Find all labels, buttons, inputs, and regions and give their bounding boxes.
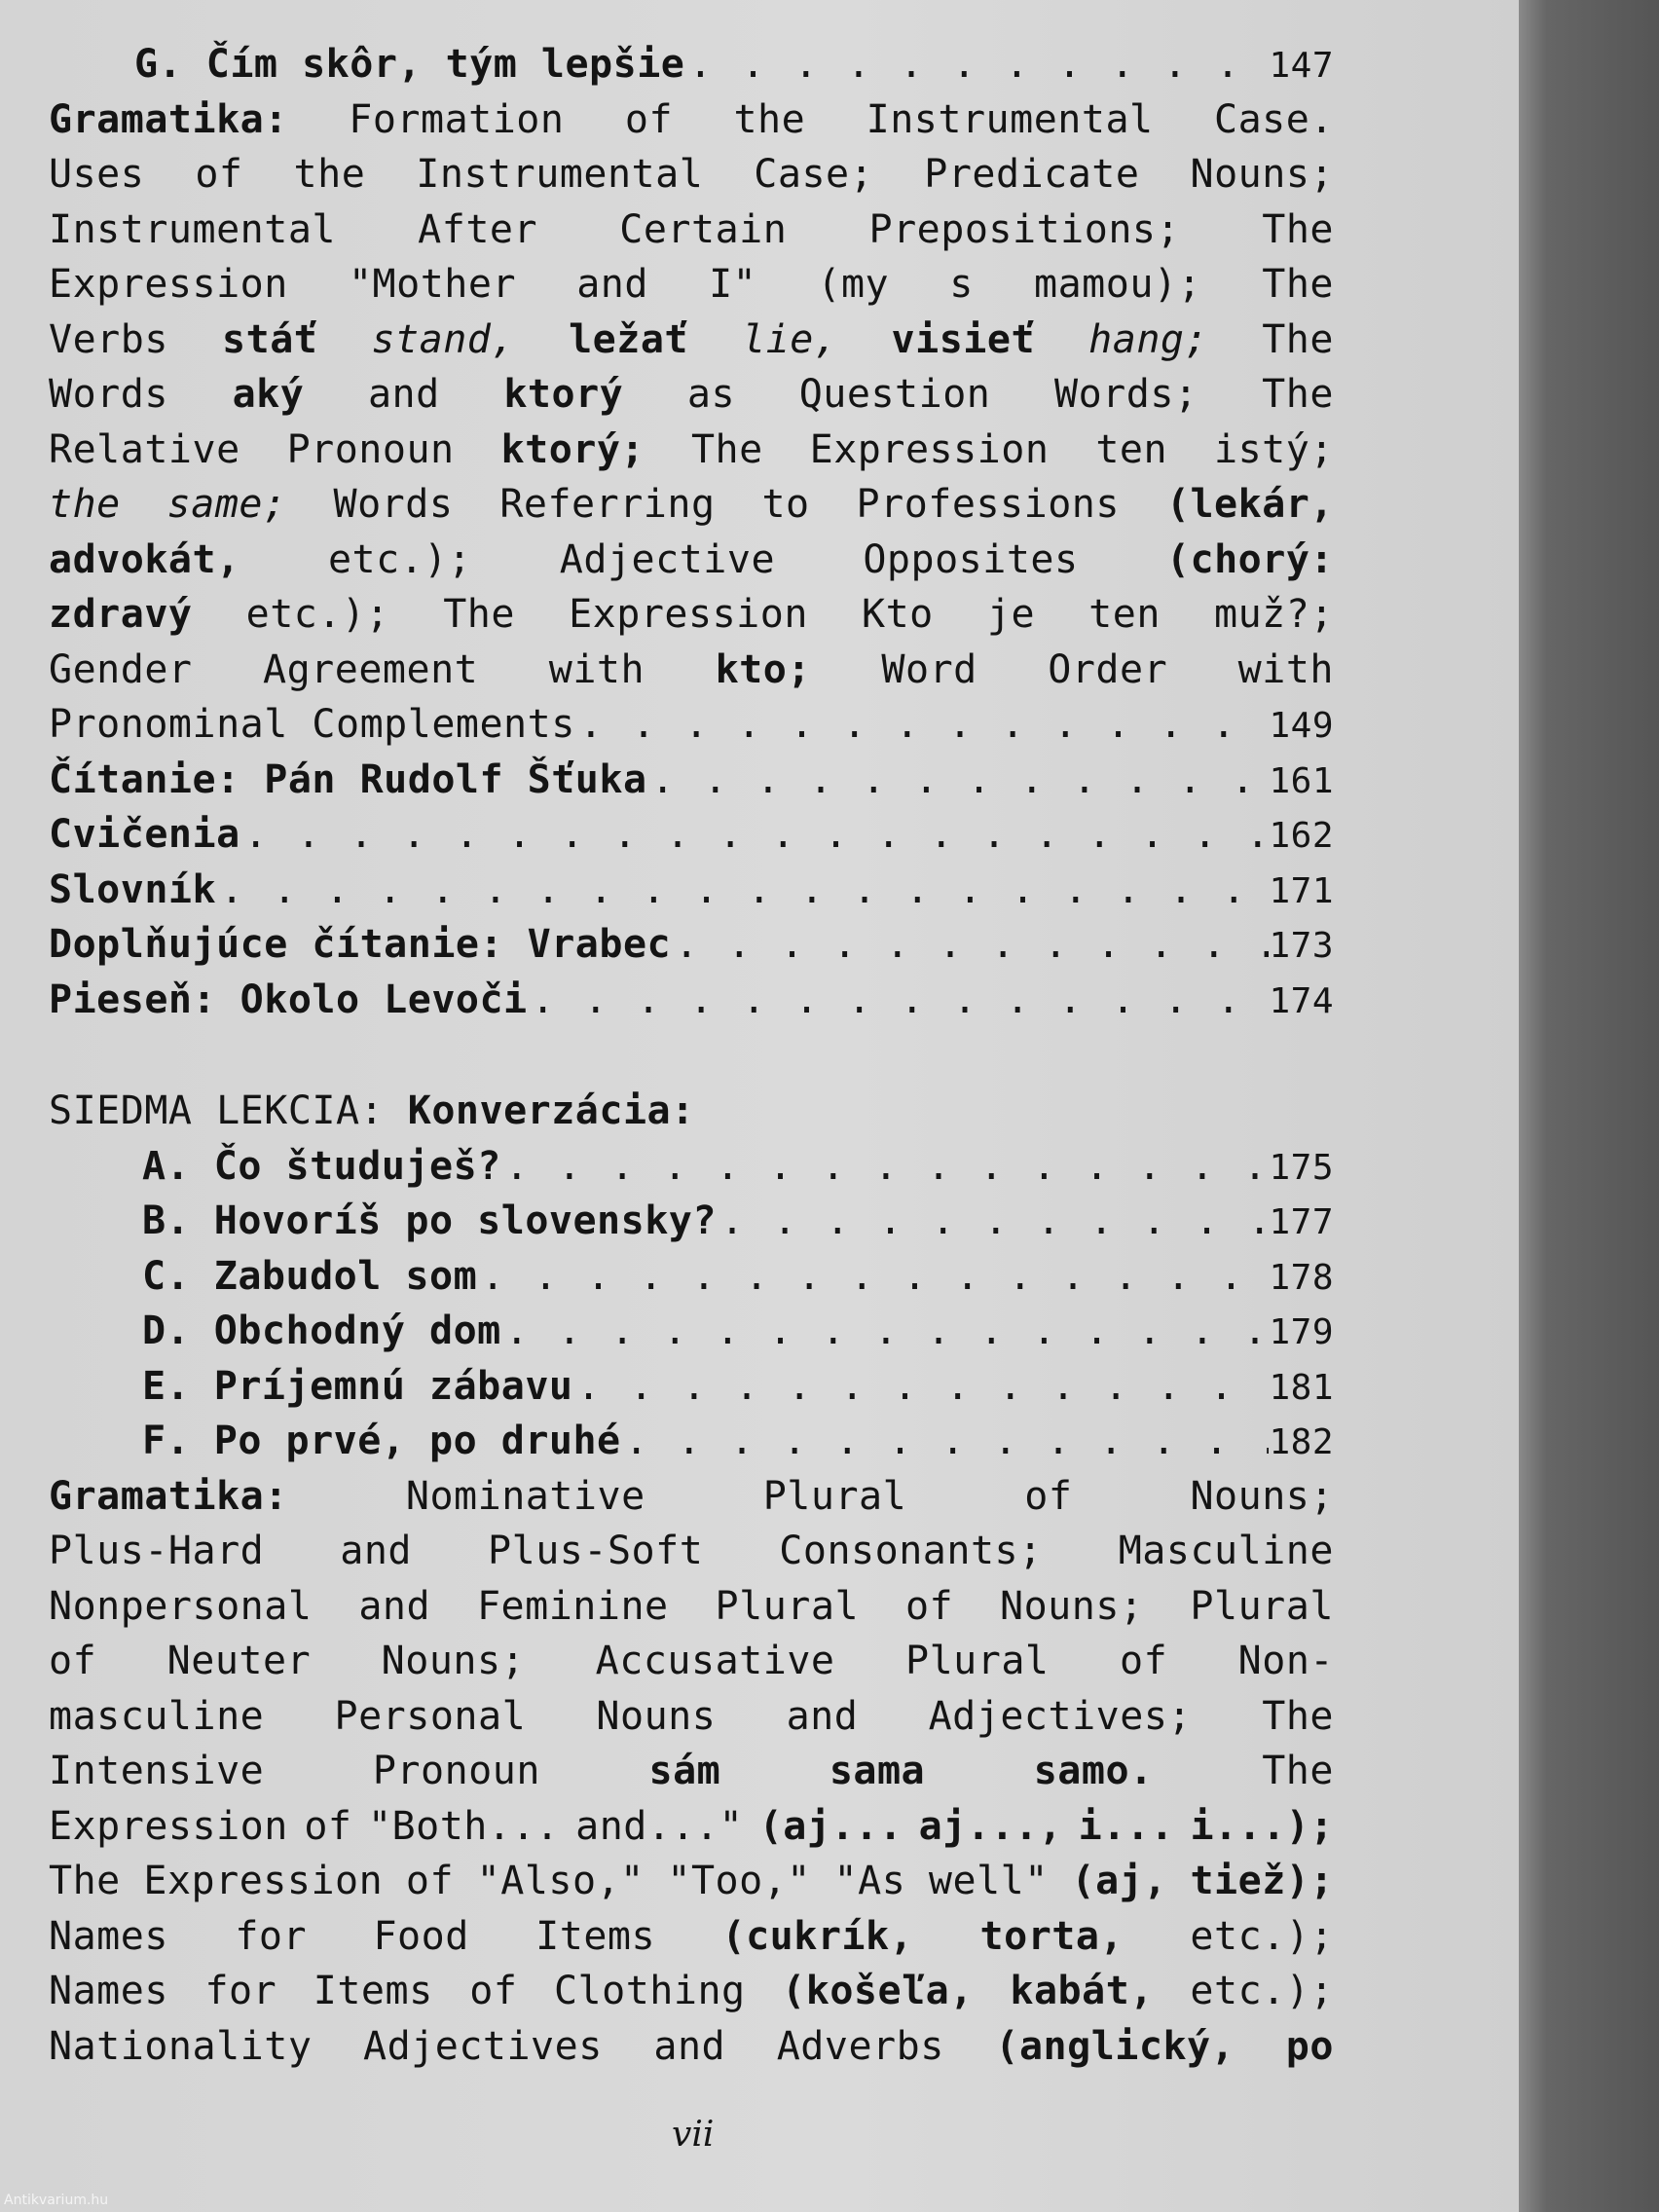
toc-label: C. Zabudol som	[142, 1253, 478, 1299]
word: "As	[833, 1859, 906, 1903]
text-line	[49, 92, 1334, 148]
text-line	[49, 1909, 1334, 1965]
toc-entry-citanie	[49, 753, 1334, 808]
word: and	[786, 1693, 859, 1739]
word: Accusative	[595, 1639, 835, 1683]
toc-label: Pieseň: Okolo Levoči	[49, 977, 528, 1022]
word: advokát,	[49, 536, 240, 582]
word: Uses	[49, 152, 145, 197]
leader-dots	[575, 697, 1270, 753]
word: Gender	[49, 646, 193, 692]
word: with	[1237, 646, 1334, 692]
word: Adjectives;	[928, 1693, 1192, 1739]
word: aký	[232, 372, 305, 417]
word: and	[340, 1529, 413, 1573]
watermark: Antikvarium.hu	[4, 2193, 109, 2208]
word: Nonpersonal	[49, 1583, 313, 1629]
word: of	[1120, 1639, 1168, 1683]
leader-dots	[684, 37, 1269, 92]
word: Masculine	[1118, 1529, 1334, 1573]
toc-page: 171	[1269, 870, 1334, 911]
leader-dots	[528, 973, 1270, 1028]
word: Plus-Hard	[49, 1529, 265, 1573]
word: (aj...	[758, 1803, 903, 1849]
leader-dots	[501, 1304, 1270, 1359]
toc-page: 174	[1269, 980, 1334, 1021]
word: Clothing	[553, 1969, 746, 2013]
word: The	[49, 1859, 121, 1903]
toc-page: 161	[1269, 760, 1334, 801]
lesson-subtitle: Konverzácia:	[407, 1088, 695, 1133]
word: Pronoun	[286, 426, 455, 472]
word: mamou);	[1034, 262, 1202, 307]
word: for	[235, 1913, 308, 1959]
toc-page: 179	[1269, 1312, 1334, 1352]
word: The	[1262, 372, 1334, 417]
page-edge-shadow	[1519, 0, 1659, 2212]
word: Nominative	[405, 1473, 645, 1519]
word: Neuter	[166, 1639, 312, 1683]
word: (anglický,	[995, 2023, 1235, 2069]
text-line	[49, 533, 1334, 588]
word: Adverbs	[776, 2023, 944, 2069]
toc-label: D. Obchodný dom	[142, 1309, 501, 1353]
word: Non-	[1237, 1639, 1334, 1683]
word: Nouns;	[1000, 1583, 1144, 1629]
word: visieť	[891, 316, 1036, 362]
word: "Also,"	[476, 1859, 645, 1903]
grammar-block-7	[49, 1469, 1334, 2075]
word: Plural	[762, 1473, 907, 1519]
word: Feminine	[476, 1583, 669, 1629]
word: "Mother	[348, 262, 517, 307]
word: Words	[49, 372, 168, 417]
word: Intensive	[49, 1749, 265, 1793]
text-line	[49, 423, 1334, 478]
word: hang;	[1088, 316, 1209, 362]
toc-page: 149	[1269, 706, 1334, 746]
toc-page: 178	[1269, 1257, 1334, 1298]
word: i...	[1078, 1803, 1174, 1849]
toc-label: E. Príjemnú zábavu	[142, 1363, 573, 1409]
word: Expression	[143, 1859, 384, 1903]
toc-label: F. Po prvé, po druhé	[142, 1419, 621, 1463]
word: zdravý	[49, 592, 193, 637]
toc-entry-cvicenia	[49, 807, 1334, 863]
spacer	[49, 1027, 1334, 1084]
word: of	[304, 1803, 352, 1849]
page-number: vii	[672, 2115, 715, 2155]
word: je	[986, 592, 1036, 637]
word: Opposites	[863, 536, 1079, 582]
word: Plural	[905, 1639, 1050, 1683]
word: "Too,"	[667, 1859, 811, 1903]
word: Predicate	[924, 152, 1140, 197]
word: of	[405, 1859, 455, 1903]
word: Instrumental	[49, 206, 336, 252]
word: muž?;	[1214, 592, 1334, 637]
word: the	[733, 96, 806, 142]
word: and..."	[575, 1803, 744, 1849]
toc-entry-a	[49, 1139, 1334, 1195]
toc-page: 173	[1269, 926, 1334, 966]
text-line	[49, 1689, 1334, 1745]
word: Words	[333, 482, 454, 527]
word: tiež);	[1190, 1859, 1334, 1903]
word: Nouns;	[1190, 152, 1334, 197]
lesson-title: SIEDMA LEKCIA:	[49, 1088, 408, 1133]
text-line	[49, 1524, 1334, 1579]
word: Nouns;	[1190, 1473, 1334, 1519]
word: Instrumental	[866, 96, 1154, 142]
word: Expression	[809, 426, 1050, 472]
word: sama	[829, 1749, 926, 1793]
word: Items	[535, 1913, 656, 1959]
word: kto;	[715, 646, 811, 692]
word: Gramatika:	[49, 96, 288, 142]
toc-entry-pronominal	[49, 697, 1334, 753]
word: Professions	[856, 482, 1120, 527]
text-line	[49, 1854, 1334, 1909]
word: of	[1024, 1473, 1073, 1519]
word: and	[576, 262, 648, 307]
text-line	[49, 1799, 1334, 1855]
word: Nationality	[49, 2023, 313, 2069]
toc-label: Doplňujúce čítanie: Vrabec	[49, 922, 672, 967]
word: and	[358, 1583, 431, 1629]
word: Case.	[1214, 96, 1334, 142]
word: with	[548, 646, 645, 692]
word: to	[761, 482, 810, 527]
word: s	[949, 262, 974, 307]
word: Adjectives	[362, 2023, 603, 2069]
word: sám	[648, 1749, 721, 1793]
toc-label: G. Čím skôr, tým lepšie	[134, 42, 685, 87]
text-line	[49, 477, 1334, 533]
word: masculine	[49, 1693, 265, 1739]
word: Case;	[754, 152, 874, 197]
word: The	[1262, 316, 1334, 362]
text-line	[49, 203, 1334, 258]
text-line	[49, 2019, 1334, 2075]
word: the	[293, 152, 366, 197]
toc-entry-b	[49, 1194, 1334, 1249]
word: The	[1262, 1749, 1334, 1793]
word: Expression	[569, 592, 808, 637]
word: Personal	[334, 1693, 527, 1739]
leader-dots	[240, 807, 1270, 863]
toc-entry-d	[49, 1304, 1334, 1359]
leader-dots	[647, 753, 1270, 808]
word: of	[195, 152, 243, 197]
leader-dots	[572, 1359, 1269, 1415]
leader-dots	[477, 1249, 1269, 1305]
word: etc.);	[327, 536, 472, 582]
word: of	[904, 1583, 954, 1629]
word: etc.);	[1190, 1913, 1334, 1959]
word: istý;	[1214, 426, 1334, 472]
word: aj...,	[918, 1803, 1063, 1849]
toc-label: Cvičenia	[49, 812, 240, 857]
word: Verbs	[49, 316, 168, 362]
toc-label: B. Hovoríš po slovensky?	[142, 1198, 717, 1243]
word: the	[49, 482, 121, 527]
word: Kto	[862, 592, 934, 637]
word: ležať	[569, 316, 688, 362]
word: Formation	[349, 96, 565, 142]
toc-entry-e	[49, 1359, 1334, 1415]
word: The	[1262, 262, 1334, 307]
text-line	[49, 587, 1334, 643]
toc-label: Slovník	[49, 866, 217, 912]
word: samo.	[1033, 1749, 1154, 1793]
word: Expression	[49, 262, 288, 307]
word: Expression	[49, 1803, 288, 1849]
word: Prepositions;	[868, 206, 1181, 252]
word: ktorý;	[500, 426, 645, 472]
toc-label: Čítanie: Pán Rudolf Šťuka	[49, 756, 647, 802]
leader-dots	[717, 1194, 1270, 1249]
word: Gramatika:	[49, 1473, 288, 1519]
text-line	[49, 1744, 1334, 1799]
word: Consonants;	[779, 1529, 1043, 1573]
toc-label: A. Čo študuješ?	[142, 1143, 501, 1189]
toc-entry-doplnujuce	[49, 917, 1334, 973]
leader-dots	[621, 1414, 1270, 1469]
word: Certain	[619, 206, 788, 252]
word: ten	[1095, 426, 1168, 472]
word: Referring	[499, 482, 716, 527]
word: Word	[881, 646, 977, 692]
word: Plural	[715, 1583, 860, 1629]
text-line	[49, 257, 1334, 313]
toc-page: 177	[1269, 1202, 1334, 1242]
word: (chorý:	[1165, 536, 1334, 582]
word: After	[418, 206, 538, 252]
word: Relative	[49, 426, 240, 472]
word: torta,	[979, 1913, 1124, 1959]
leader-dots	[216, 863, 1269, 918]
word: Plural	[1190, 1583, 1334, 1629]
text-line	[49, 367, 1334, 423]
toc-label: Pronominal Complements	[49, 702, 575, 747]
lesson-heading	[49, 1084, 1334, 1139]
word: ktorý	[503, 372, 624, 417]
word: Words;	[1054, 372, 1198, 417]
word: The	[1262, 206, 1334, 252]
word: Question	[798, 372, 991, 417]
word: Names	[49, 1969, 168, 2013]
word: Names	[49, 1913, 168, 1959]
text-line	[49, 1634, 1334, 1689]
toc-content	[49, 37, 1334, 2074]
leader-dots	[501, 1139, 1270, 1195]
word: stand,	[371, 316, 515, 362]
leader-dots	[671, 917, 1269, 973]
word: Nouns;	[381, 1639, 526, 1683]
toc-page: 181	[1269, 1367, 1334, 1408]
word: (aj,	[1071, 1859, 1167, 1903]
word: "Both...	[367, 1803, 560, 1849]
text-line	[49, 147, 1334, 203]
word: of	[49, 1639, 97, 1683]
word: Adjective	[559, 536, 776, 582]
toc-entry-piesen	[49, 973, 1334, 1028]
word: The	[1262, 1693, 1334, 1739]
word: stáť	[222, 316, 318, 362]
word: The	[443, 592, 515, 637]
word: well"	[928, 1859, 1049, 1903]
word: and	[367, 372, 440, 417]
word: Food	[373, 1913, 469, 1959]
word: Order	[1048, 646, 1168, 692]
word: I"	[709, 262, 757, 307]
word: kabát,	[1010, 1969, 1154, 2013]
word: as	[686, 372, 736, 417]
word: etc.);	[1190, 1969, 1334, 2013]
word: same;	[166, 482, 287, 527]
word: Items	[313, 1969, 433, 2013]
word: etc.);	[245, 592, 390, 637]
word: and	[653, 2023, 726, 2069]
word: (košeľa,	[782, 1969, 974, 2013]
word: (cukrík,	[721, 1913, 914, 1959]
word: of	[624, 96, 674, 142]
word: Instrumental	[416, 152, 704, 197]
word: lie,	[742, 316, 838, 362]
word: The	[690, 426, 763, 472]
text-line	[49, 1579, 1334, 1635]
text-line	[49, 1964, 1334, 2019]
toc-page: 162	[1269, 816, 1334, 856]
toc-entry-slovnik	[49, 863, 1334, 918]
word: Agreement	[263, 646, 479, 692]
toc-entry-g	[49, 37, 1334, 92]
word: Pronoun	[372, 1749, 540, 1793]
toc-entry-f	[49, 1414, 1334, 1469]
word: (lekár,	[1165, 482, 1334, 527]
word: Plus-Soft	[488, 1529, 704, 1573]
word: (my	[817, 262, 890, 307]
word: of	[469, 1969, 518, 2013]
text-line	[49, 1469, 1334, 1525]
toc-entry-c	[49, 1249, 1334, 1305]
toc-page: 182	[1269, 1422, 1334, 1462]
toc-page: 147	[1269, 46, 1334, 86]
word: Nouns	[596, 1693, 717, 1739]
word: ten	[1088, 592, 1161, 637]
text-line	[49, 313, 1334, 368]
word: for	[204, 1969, 277, 2013]
word: po	[1285, 2023, 1334, 2069]
text-line	[49, 643, 1334, 698]
toc-page: 175	[1269, 1147, 1334, 1188]
grammar-block-6	[49, 92, 1334, 698]
word: i...);	[1190, 1803, 1334, 1849]
